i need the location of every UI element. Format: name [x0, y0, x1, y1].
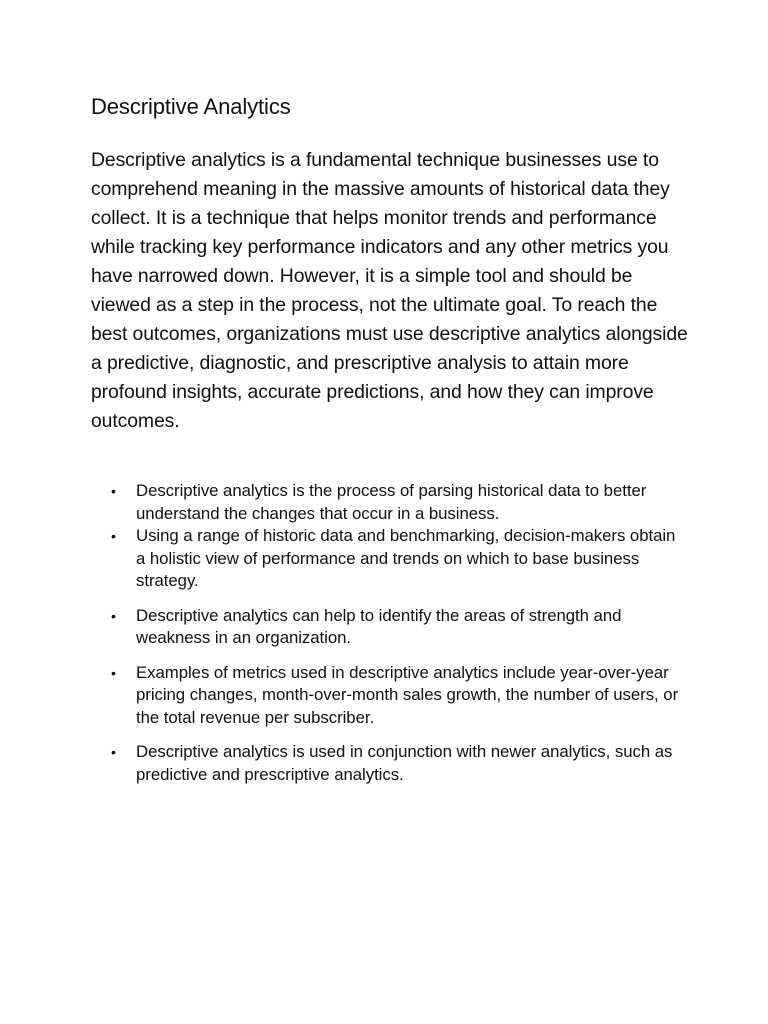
document-page — [91, 93, 691, 784]
intro-paragraph: Descriptive analytics is a fundamental technique businesses use to comprehend meaning in the massive amounts of historical data they collect. It is a technique that helps monitor trends and performance while tracking key performance indicators and any other metrics you have narrowed down. However, it is a simple tool and should be viewed as a step in the process, not the ultimate goal. To reach the best outcomes, organizations must use descriptive analytics alongside a predictive, diagnostic, and prescriptive analysis to attain more profound insights, accurate predictions, and how they can improve outcomes. — [91, 149, 688, 432]
list-item-text: Using a range of historic data and benchmarking, decision-makers obtain a holistic view of performance and trends on which to base business strategy. — [136, 526, 676, 590]
list-item-text: Examples of metrics used in descriptive analytics include year-over-year pricing changes, month-over-month sales growth, the number of users, or the total revenue per subscriber. — [136, 662, 679, 727]
bullet-dot: • — [111, 664, 116, 681]
list-item-text: Descriptive analytics is used in conjunction with newer analytics, such as predictive and prescriptive analytics. — [136, 742, 673, 784]
list-item — [111, 662, 681, 730]
bullet-dot: • — [111, 744, 116, 760]
document-title: Descriptive Analytics — [91, 94, 291, 119]
list-item — [111, 480, 681, 525]
bullet-dot: • — [111, 483, 116, 499]
list-item-text: Descriptive analytics can help to identify the areas of strength and weakness in an organization. — [136, 605, 622, 647]
list-item — [111, 605, 681, 650]
bullet-list — [111, 480, 681, 786]
bullet-dot: • — [111, 607, 116, 624]
list-item — [111, 525, 681, 593]
list-item — [111, 741, 681, 786]
bullet-dot: • — [111, 528, 116, 544]
list-item-text: Descriptive analytics is the process of parsing historical data to better understand the changes that occur in a business. — [136, 481, 647, 523]
